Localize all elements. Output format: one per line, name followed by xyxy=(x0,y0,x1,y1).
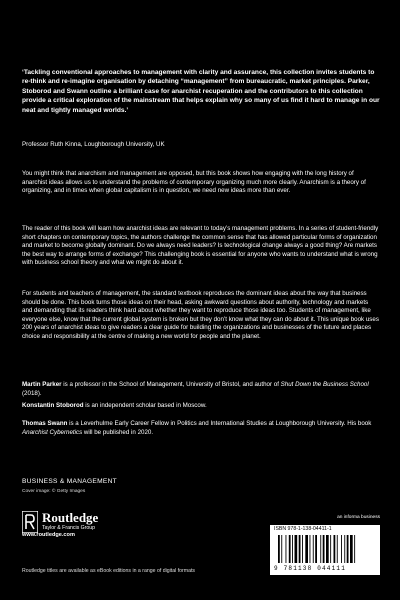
publisher-logo xyxy=(22,510,132,550)
subject-category: BUSINESS & MANAGEMENT xyxy=(22,478,117,485)
author-bio-parker xyxy=(22,381,380,398)
book-title: Anarchist Cybernetics xyxy=(22,428,83,436)
publisher-website: www.routledge.com xyxy=(22,532,75,538)
author-name: Konstantin Stoborod xyxy=(22,402,84,409)
barcode-digits: 9 781138 044111 xyxy=(274,565,347,572)
publisher-subtitle: Taylor & Francis Group xyxy=(42,525,96,531)
author-bio-stoborod xyxy=(22,402,380,411)
endorsement-quote: ‘Tackling conventional approaches to management with clarity and assurance, this collection invites students to re-think and re-imagine organisation by detaching “management” from bureaucratic, market principles. Parker, Stoborod and Swann outline a brilliant case for anarchist recuperation and the contributors to this collection provide a critical exploration of the mainstream that helps explain why so many of us find it hard to manage in our neat and tightly managed worlds.’ xyxy=(22,69,380,114)
isbn-number: ISBN 978-1-138-04411-1 xyxy=(274,526,332,532)
ebook-note: Routledge titles are available as eBook editions in a range of digital formats xyxy=(22,568,196,574)
description-paragraph-1: You might think that anarchism and management are opposed, but this book shows how engaging with the long history of anarchist ideas allows us to understand the problems of contemporary organizing much more clearly. Anarchism is a theory of organizing, and in times when global capitalism is in question, we need new ideas more than ever. xyxy=(22,170,366,195)
book-title: Shut Down the Business School xyxy=(280,381,369,388)
author-name: Thomas Swann xyxy=(22,420,68,427)
description-paragraph-3: For students and teachers of management, the standard textbook reproduces the dominant ideas about the way that business should be done. This book turns those ideas on their head, asking awkward questions about authority, technology and markets and demanding that its readers think hard about whether they want to reproduce those ideas too. Students of management, like everyone else, know that the current global system is broken but they don’t know what they can do about it. This unique book uses 200 years of anarchist ideas to give readers a clear guide for building the organizations and businesses of the future and places choice and responsibility at the centre of making a new world for people and the planet. xyxy=(22,290,379,340)
description-paragraph-2: The reader of this book will learn how anarchist ideas are relevant to today’s management problems. In a series of student-friendly short chapters on contemporary topics, the authors challenge the common sense that has allowed particular forms of organization and market to become globally dominant. Do we always need leaders? Is technological change always a good thing? Are markets the best way to arrange forms of exchange? This challenging book is essential for anyone who wants to understand what is wrong with business school theory and what we might do about it. xyxy=(22,225,379,267)
publisher-name: Routledge xyxy=(42,510,99,525)
endorsement-attribution: Professor Ruth Kinna, Loughborough University, UK xyxy=(22,141,165,148)
informa-business-label: an informa business xyxy=(337,515,380,520)
bio-text: is a professor in the School of Management, University of Bristol, and author of xyxy=(61,381,281,388)
barcode-panel xyxy=(270,525,380,575)
barcode-graphic xyxy=(276,535,374,563)
bio-text-end: will be published in 2020. xyxy=(82,428,154,436)
bio-text-end: (2018). xyxy=(22,389,42,397)
author-bio-swann xyxy=(22,420,380,437)
bio-text: is an independent scholar based in Moscow. xyxy=(83,402,207,409)
bio-text: is a Leverhulme Early Career Fellow in Politics and International Studies at Loughborough University. His book xyxy=(67,420,372,427)
cover-credit: Cover image: © Getty Images xyxy=(22,489,86,494)
author-name: Martin Parker xyxy=(22,381,62,388)
isbn-barcode-block xyxy=(270,515,380,575)
routledge-r-icon xyxy=(22,511,38,533)
